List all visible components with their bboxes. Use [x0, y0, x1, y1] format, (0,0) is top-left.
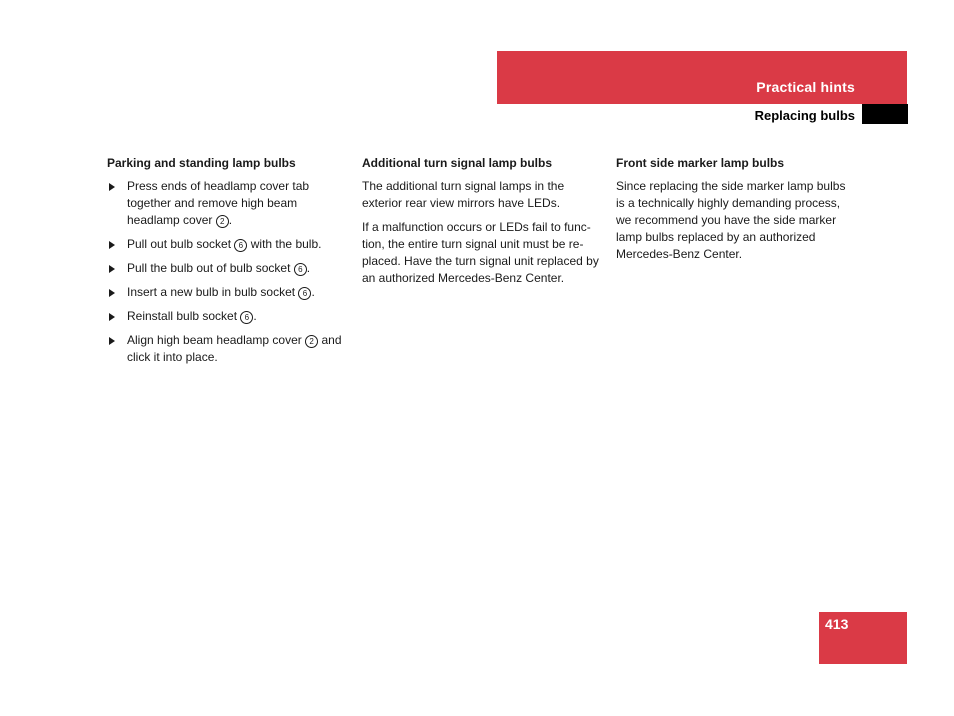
heading-turn-signal: Additional turn signal lamp bulbs [362, 156, 553, 170]
step-4 [107, 284, 347, 301]
step-6 [107, 332, 347, 366]
step-3 [107, 260, 347, 277]
column-turn-signal [362, 155, 602, 294]
triangle-bullet-icon [109, 313, 115, 321]
step-text-after: . [228, 213, 233, 227]
step-text: Reinstall bulb socket [127, 309, 238, 323]
callout-number: 6 [298, 287, 311, 300]
callout-number: 6 [234, 239, 247, 252]
page-number: 413 [825, 616, 849, 632]
step-text-after: . [253, 309, 257, 323]
step-text: Pull the bulb out of bulb socket [127, 261, 291, 275]
step-text-after: . [311, 285, 315, 299]
step-text-after: with the bulb. [250, 237, 322, 251]
triangle-bullet-icon [109, 337, 115, 345]
paragraph: Since replacing the side marker lamp bulbs is a technically highly demanding process, we recommend you have the side marker lamp bulbs replaced by an authorized Mercedes-Benz Center. [616, 179, 846, 261]
step-1 [107, 178, 347, 229]
page-number-box [819, 612, 907, 664]
step-5 [107, 308, 347, 325]
step-text-after: . [306, 261, 311, 275]
paragraph: The additional turn signal lamps in the exterior rear view mirrors have LEDs. [362, 179, 565, 210]
step-text: Align high beam headlamp cover [127, 333, 302, 347]
callout-number: 2 [216, 215, 229, 228]
heading-parking-lamp: Parking and standing lamp bulbs [107, 156, 296, 170]
subsection-title: Replacing bulbs [754, 108, 855, 123]
callout-number: 6 [294, 263, 307, 276]
step-2 [107, 236, 347, 253]
step-text: Pull out bulb socket [127, 237, 232, 251]
triangle-bullet-icon [109, 265, 115, 273]
heading-side-marker: Front side marker lamp bulbs [616, 156, 785, 170]
step-text: Press ends of headlamp cover tab together and remove high beam headlamp cover [127, 179, 310, 227]
chapter-tab-marker [862, 104, 908, 124]
column-parking-lamp [107, 155, 347, 373]
step-text-after: and click it into place. [127, 333, 342, 364]
callout-number: 2 [305, 335, 318, 348]
section-title: Practical hints [756, 79, 855, 95]
triangle-bullet-icon [109, 289, 115, 297]
callout-number: 6 [240, 311, 253, 324]
step-text: Insert a new bulb in bulb socket [127, 285, 296, 299]
column-side-marker [616, 155, 856, 270]
paragraph: If a malfunction occurs or LEDs fail to func-tion, the entire turn signal unit must be re-placed. Have the turn signal unit replaced by an authorized Mercedes-Benz Center. [362, 220, 599, 285]
triangle-bullet-icon [109, 241, 115, 249]
triangle-bullet-icon [109, 183, 115, 191]
section-header-band [497, 51, 907, 104]
